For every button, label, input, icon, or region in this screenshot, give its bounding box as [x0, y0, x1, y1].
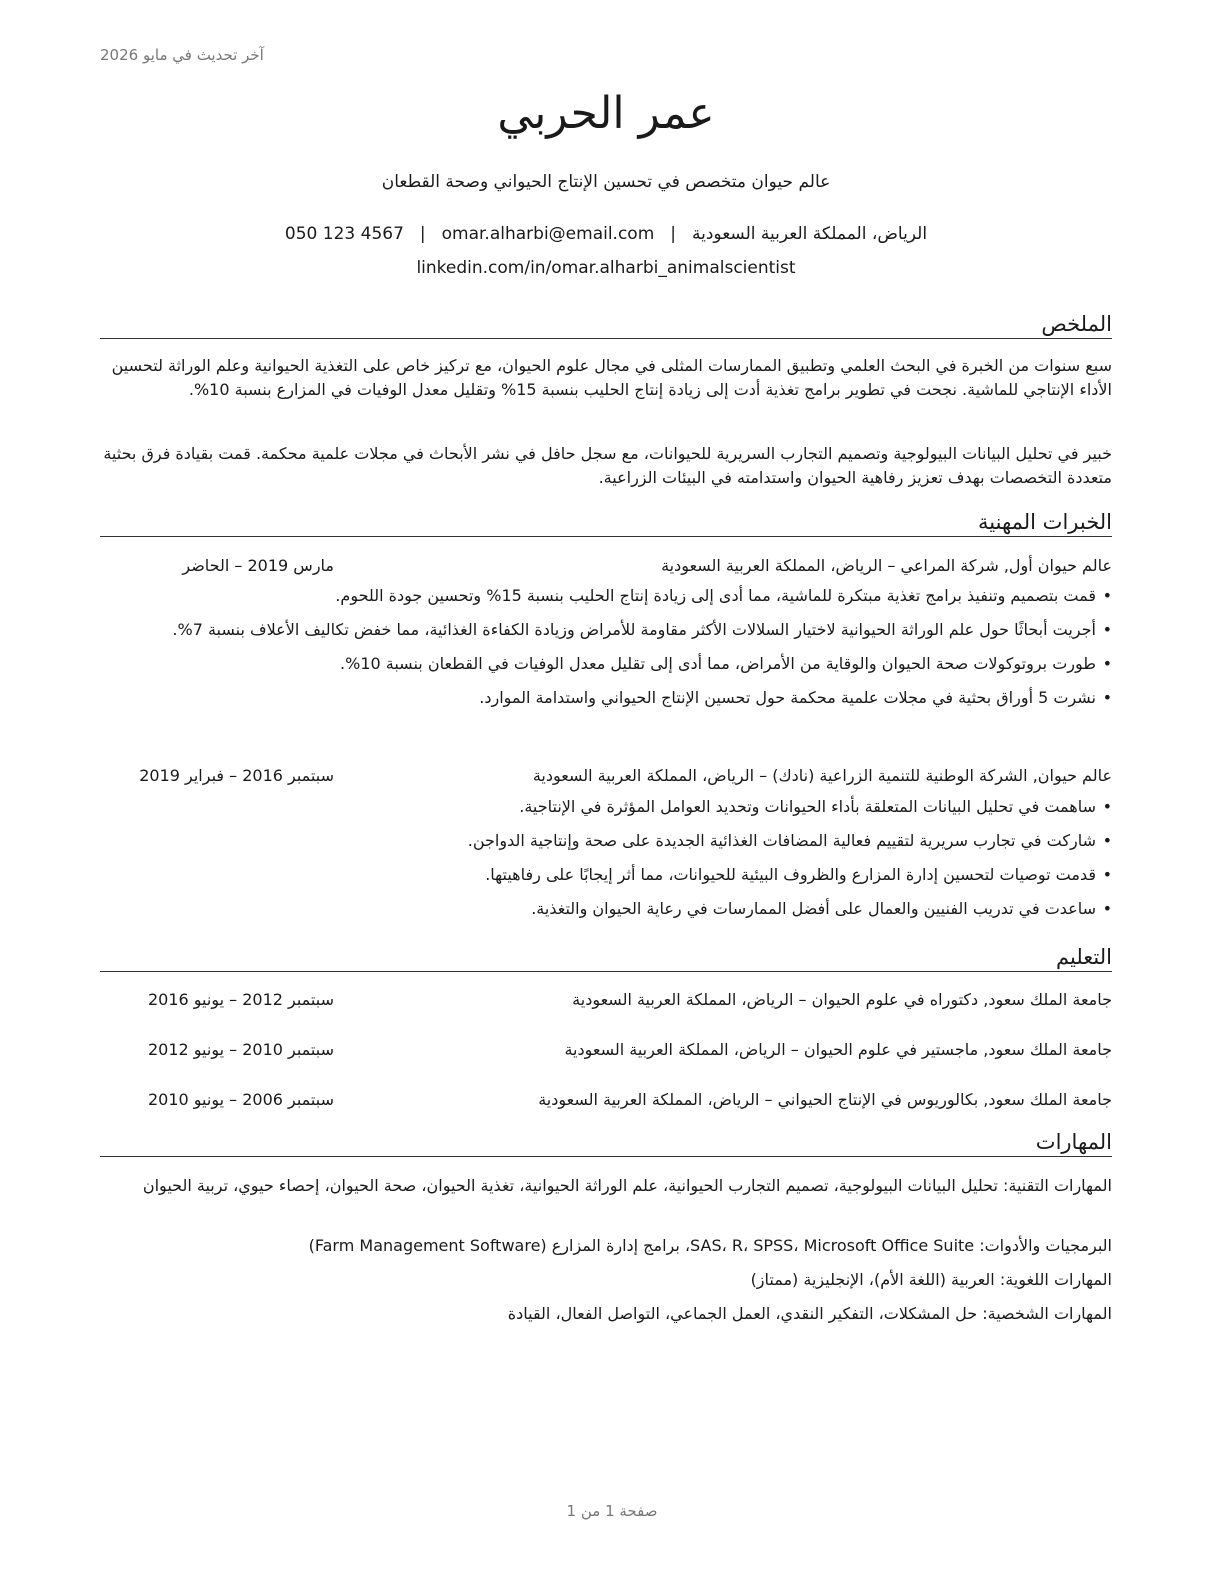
degree-title: جامعة الملك سعود, ماجستير في علوم الحيوان – الرياض، المملكة العربية السعودية — [564, 1040, 1112, 1059]
list-item: • ساعدت في تدريب الفنيين والعمال على أفضل الممارسات في رعاية الحيوان والتغذية. — [100, 897, 1112, 921]
location: الرياض، المملكة العربية السعودية — [692, 224, 928, 244]
skill-line: المهارات التقنية: تحليل البيانات البيولوجية، تصميم التجارب الحيوانية، علم الوراثة الحيوانية، تغذية الحيوان، صحة الحيوان، إحصاء حيوي، تربية الحيوان — [142, 1176, 1112, 1195]
list-item: • نشرت 5 أوراق بحثية في مجلات علمية محكمة حول تحسين الإنتاج الحيواني واستدامة الموارد. — [100, 686, 1112, 710]
list-item: • قدمت توصيات لتحسين إدارة المزارع والظروف البيئية للحيوانات، مما أثر إيجابًا على رفاهيتها. — [100, 863, 1112, 887]
list-item: • قمت بتصميم وتنفيذ برامج تغذية مبتكرة للماشية، مما أدى إلى زيادة إنتاج الحليب بنسبة 15% وتحسين جودة اللحوم. — [100, 584, 1112, 608]
linkedin-link[interactable]: linkedin.com/in/omar.alharbi_animalscientist — [416, 258, 796, 278]
degree-dates: سبتمبر 2012 – يونيو 2016 — [147, 990, 334, 1009]
section-title-skills: المهارات — [100, 1128, 1112, 1157]
candidate-headline: عالم حيوان متخصص في تحسين الإنتاج الحيواني وصحة القطعان — [381, 172, 831, 192]
separator: | — [419, 224, 426, 244]
job-dates: مارس 2019 – الحاضر — [182, 556, 334, 575]
job-bullets — [100, 584, 1112, 720]
summary-paragraph: سبع سنوات من الخبرة في البحث العلمي وتطبيق الممارسات المثلى في مجال علوم الحيوان، مع تركيز خاص على التغذية الحيوانية وعلم الوراثة لتحسين الأداء الإنتاجي للماشية. نجحت في تطوير برامج تغذية أدت إلى زيادة إنتاج الحليب بنسبة 15% وتقليل معدل الوفيات في المزارع بنسبة 10%. — [111, 356, 1112, 399]
degree-dates: سبتمبر 2010 – يونيو 2012 — [147, 1040, 334, 1059]
candidate-name: عمر الحربي — [497, 88, 715, 139]
list-item: • طورت بروتوكولات صحة الحيوان والوقاية من الأمراض، مما أدى إلى تقليل معدل الوفيات في القطعان بنسبة 10%. — [100, 652, 1112, 676]
skill-line: المهارات اللغوية: العربية (اللغة الأم)، الإنجليزية (ممتاز) — [750, 1270, 1112, 1289]
phone: 050 123 4567 — [284, 224, 404, 244]
list-item: • ساهمت في تحليل البيانات المتعلقة بأداء الحيوانات وتحديد العوامل المؤثرة في الإنتاجية. — [100, 795, 1112, 819]
degree-title: جامعة الملك سعود, دكتوراه في علوم الحيوان – الرياض، المملكة العربية السعودية — [572, 990, 1112, 1009]
job-title: عالم حيوان, الشركة الوطنية للتنمية الزراعية (نادك) – الرياض، المملكة العربية السعودية — [532, 766, 1112, 785]
list-item: • شاركت في تجارب سريرية لتقييم فعالية المضافات الغذائية الجديدة على صحة وإنتاجية الدواجن. — [100, 829, 1112, 853]
email-link[interactable]: omar.alharbi@email.com — [441, 224, 655, 244]
section-title-summary: الملخص — [100, 310, 1112, 339]
degree-dates: سبتمبر 2006 – يونيو 2010 — [147, 1090, 334, 1109]
resume-page — [100, 0, 1112, 1584]
section-title-education: التعليم — [100, 943, 1112, 972]
separator: | — [670, 224, 677, 244]
section-title-experience: الخبرات المهنية — [100, 508, 1112, 537]
last-updated-note: آخر تحديث في مايو 2026 — [100, 46, 264, 64]
contact-line — [100, 224, 1112, 244]
degree-title: جامعة الملك سعود, بكالوريوس في الإنتاج الحيواني – الرياض، المملكة العربية السعودية — [538, 1090, 1112, 1109]
job-bullets — [100, 795, 1112, 931]
skill-line: البرمجيات والأدوات: SAS، R، SPSS، Microsoft Office Suite، برامج إدارة المزارع (Farm Management Software) — [308, 1236, 1112, 1255]
summary-paragraph: خبير في تحليل البيانات البيولوجية وتصميم التجارب السريرية للحيوانات، مع سجل حافل في نشر الأبحاث في مجلات علمية محكمة. قمت بقيادة فرق بحثية متعددة التخصصات بهدف تعزيز رفاهية الحيوان واستدامته في البيئات الزراعية. — [103, 444, 1112, 487]
page-number: صفحة 1 من 1 — [566, 1502, 658, 1520]
job-dates: سبتمبر 2016 – فبراير 2019 — [139, 766, 334, 785]
job-title: عالم حيوان أول, شركة المراعي – الرياض، المملكة العربية السعودية — [661, 556, 1112, 575]
list-item: • أجريت أبحاثًا حول علم الوراثة الحيوانية لاختيار السلالات الأكثر مقاومة للأمراض وزيادة الكفاءة الغذائية، مما خفض تكاليف الأعلاف بنسبة 7%. — [100, 618, 1112, 642]
skill-line: المهارات الشخصية: حل المشكلات، التفكير النقدي، العمل الجماعي، التواصل الفعال، القيادة — [507, 1304, 1112, 1323]
